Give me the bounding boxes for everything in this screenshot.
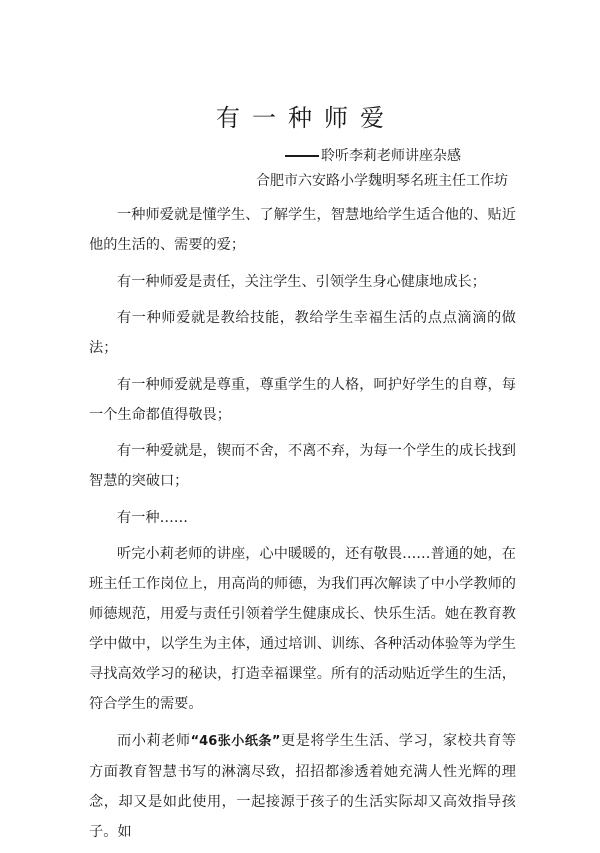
paragraph-8-before: 而小莉老师 — [117, 732, 191, 749]
document-body — [89, 200, 516, 853]
document-title: 有一种师爱 — [216, 104, 396, 132]
paragraph-1: 一种师爱就是懂学生、了解学生，智慧地给学生适合他的、贴近他的生活的、需要的爱； — [89, 207, 516, 253]
document-author: 合肥市六安路小学魏明琴名班主任工作坊 — [256, 173, 508, 189]
paragraph-5: 有一种爱就是，锲而不舍，不离不弃，为每一个学生的成长找到智慧的突破口； — [89, 443, 516, 489]
em-dash-line — [285, 155, 319, 157]
paragraph-8-emphasis: “46张小纸条” — [190, 733, 281, 749]
paragraph-4: 有一种师爱就是尊重，尊重学生的人格，呵护好学生的自尊，每一个生命都值得敬畏； — [89, 376, 516, 423]
paragraph-3: 有一种师爱就是教给技能，教给学生幸福生活的点点滴滴的做法； — [89, 310, 516, 356]
paragraph-8 — [89, 726, 516, 847]
paragraph-8-after: 更是将学生生活、学习，家校共育等方面教育智慧书写的淋漓尽致，招招都渗透着她充满人性光辉的理念，却又是如此使用，一起接源于孩子的生活实际却又高效指导孩子。如 — [89, 732, 516, 840]
subtitle-text: 聆听李莉老师讲座杂感 — [321, 148, 461, 164]
paragraph-6: 有一种…… — [117, 509, 188, 526]
paragraph-7: 听完小莉老师的讲座，心中暖暖的，还有敬畏……普通的她，在班主任工作岗位上，用高尚的师德，为我们再次解读了中小学教师的师德规范，用爱与责任引领着学生健康成长、快乐生活。她在教育教学中做中，以学生为主体，通过培训、训练、各种活动体验等为学生寻找高效学习的秘诀，打造幸福课堂。所有的活动贴近学生的生活，符合学生的需要。 — [89, 546, 516, 712]
paragraph-2: 有一种师爱是责任，关注学生、引领学生身心健康地成长； — [117, 273, 486, 290]
document-subtitle — [285, 146, 461, 166]
